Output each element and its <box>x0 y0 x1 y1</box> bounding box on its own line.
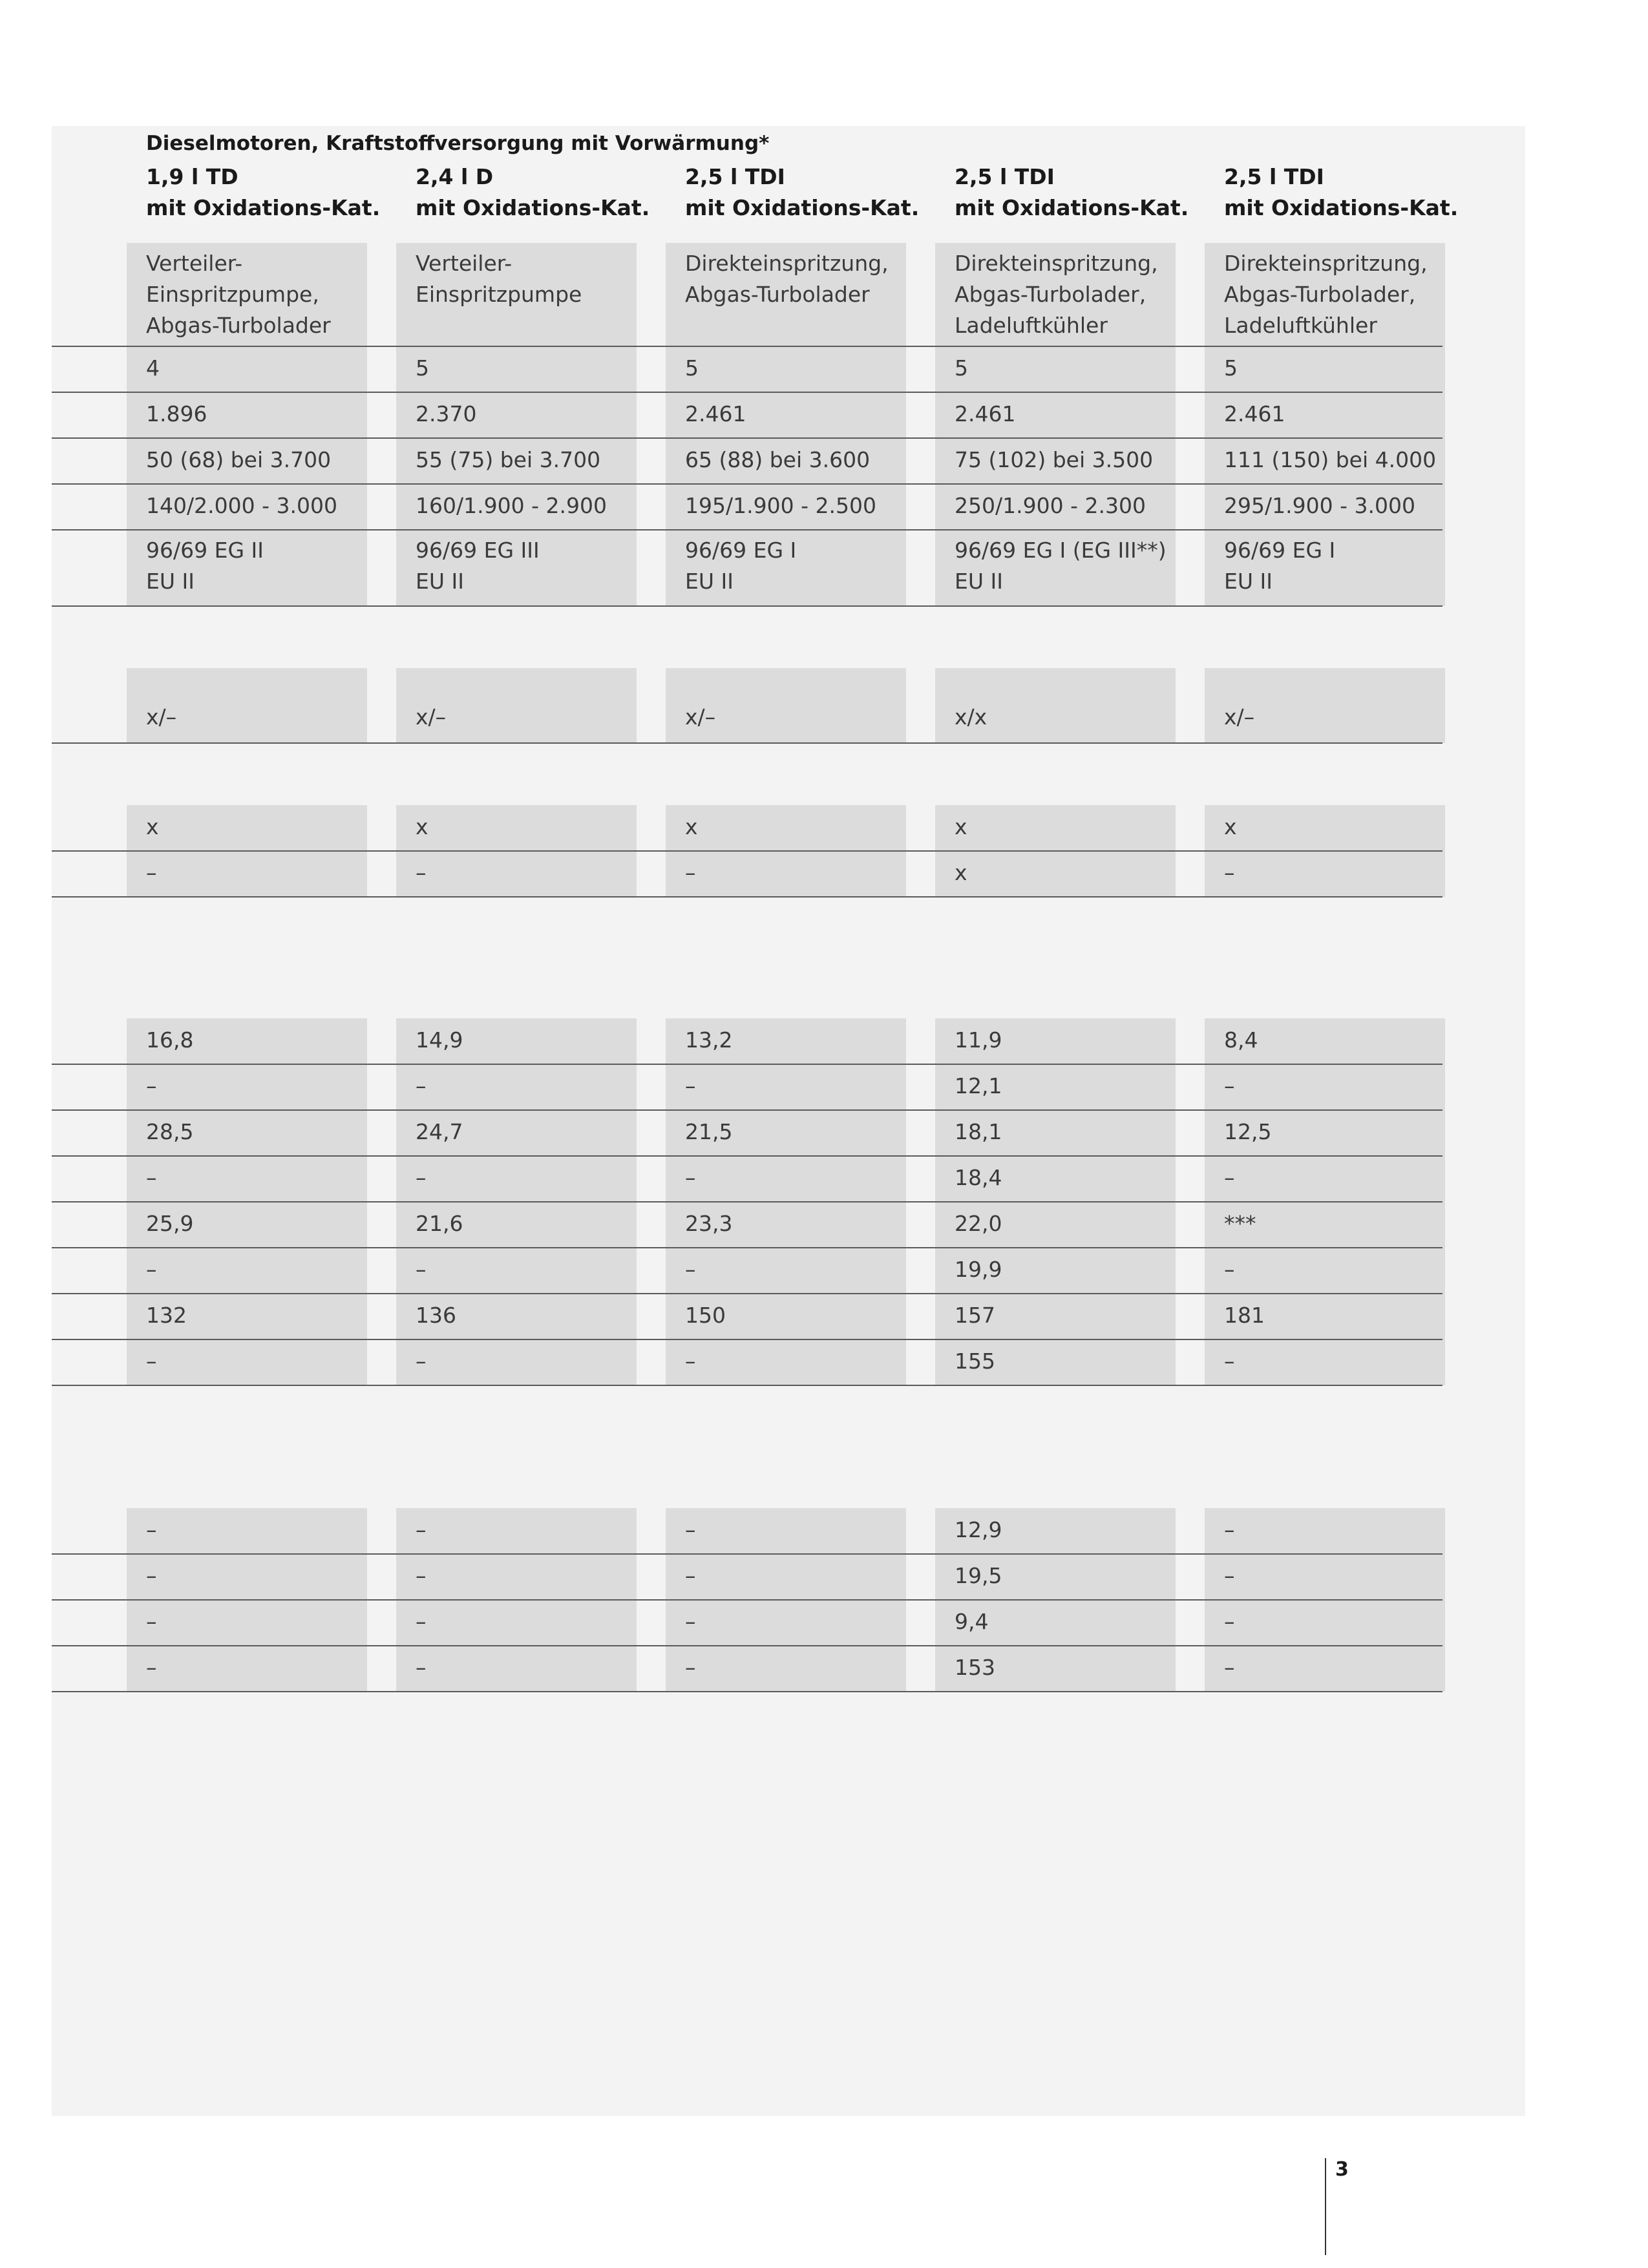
row-divider <box>52 1645 1442 1646</box>
table-cell <box>146 1208 193 1239</box>
cell-line: – <box>146 1257 157 1282</box>
table-cell <box>146 702 176 733</box>
cell-line: x/– <box>685 704 716 730</box>
cell-line: 2.461 <box>955 401 1016 426</box>
table-cell <box>416 1560 427 1591</box>
table-title: Dieselmotoren, Kraftstoffversorgung mit Vorwärmung* <box>146 132 770 155</box>
column-header <box>955 162 1213 224</box>
row-divider <box>52 850 1442 852</box>
row-divider <box>52 483 1442 485</box>
cell-line: – <box>416 1349 427 1374</box>
cell-line: 65 (88) bei 3.600 <box>685 447 871 472</box>
table-cell <box>416 812 428 843</box>
cell-line: 181 <box>1224 1303 1265 1328</box>
table-cell <box>1224 1025 1258 1056</box>
cell-line: 19,5 <box>955 1563 1002 1588</box>
table-cell <box>1224 1208 1256 1239</box>
row-divider <box>52 1293 1442 1294</box>
table-cell <box>955 248 1158 341</box>
cell-line: 12,9 <box>955 1517 1002 1542</box>
cell-line: x <box>416 814 428 839</box>
table-cell <box>1224 1652 1235 1683</box>
cell-line: – <box>1224 1609 1235 1634</box>
table-cell <box>416 1208 463 1239</box>
table-cell <box>146 353 160 384</box>
cell-line: Verteiler- <box>416 251 512 276</box>
cell-line: 23,3 <box>685 1211 733 1236</box>
cell-line: – <box>685 860 696 885</box>
row-divider <box>52 1599 1442 1601</box>
cell-line: 195/1.900 - 2.500 <box>685 493 876 518</box>
cell-line: 75 (102) bei 3.500 <box>955 447 1154 472</box>
column-header <box>1224 162 1483 224</box>
cell-line: 5 <box>685 355 699 381</box>
table-cell <box>1224 857 1235 888</box>
table-cell <box>1224 1117 1271 1148</box>
cell-line: Abgas-Turbolader <box>146 313 331 338</box>
table-cell <box>955 1117 1002 1148</box>
row-divider <box>52 1201 1442 1202</box>
table-cell <box>685 1560 696 1591</box>
table-cell <box>416 1300 456 1331</box>
cell-line: 11,9 <box>955 1027 1002 1053</box>
page-number-rule <box>1325 2158 1326 2255</box>
cell-line: x/– <box>146 704 177 730</box>
table-cell <box>685 857 696 888</box>
table-cell <box>955 1652 995 1683</box>
table-cell <box>146 445 331 476</box>
cell-line: 140/2.000 - 3.000 <box>146 493 337 518</box>
cell-line: 96/69 EG I <box>685 538 797 563</box>
table-cell <box>685 1515 696 1546</box>
table-cell <box>146 248 331 341</box>
table-cell <box>1224 445 1436 476</box>
cell-line: 24,7 <box>416 1119 463 1144</box>
row-divider <box>52 1691 1442 1692</box>
table-cell <box>416 445 600 476</box>
table-cell <box>416 399 476 430</box>
cell-line: – <box>1224 1073 1235 1098</box>
cell-line: 153 <box>955 1655 995 1680</box>
table-cell <box>1224 1300 1265 1331</box>
cell-line: 22,0 <box>955 1211 1002 1236</box>
cell-line: 136 <box>416 1303 456 1328</box>
cell-line: – <box>416 1517 427 1542</box>
table-cell <box>685 1346 696 1377</box>
table-cell <box>685 1606 696 1637</box>
cell-line: 2.461 <box>1224 401 1285 426</box>
table-cell <box>416 353 429 384</box>
cell-line: EU II <box>146 569 195 594</box>
table-cell <box>416 1652 427 1683</box>
engine-label: 2,5 l TDI <box>685 164 785 189</box>
table-cell <box>685 445 870 476</box>
catalyst-label: mit Oxidations-Kat. <box>685 195 920 220</box>
table-cell <box>955 1208 1002 1239</box>
cell-line: x <box>685 814 698 839</box>
table-cell <box>146 490 337 521</box>
table-cell <box>416 248 582 310</box>
table-cell <box>955 1300 995 1331</box>
table-cell <box>146 1162 157 1193</box>
cell-line: – <box>685 1563 696 1588</box>
cell-line: Einspritzpumpe, <box>146 282 319 307</box>
cell-line: 12,5 <box>1224 1119 1272 1144</box>
engine-label: 2,5 l TDI <box>955 164 1055 189</box>
column-header <box>416 162 674 224</box>
cell-line: – <box>1224 1563 1235 1588</box>
column-header <box>146 162 405 224</box>
cell-line: 21,5 <box>685 1119 733 1144</box>
cell-line: – <box>1224 1165 1235 1190</box>
cell-line: EU II <box>955 569 1003 594</box>
catalyst-label: mit Oxidations-Kat. <box>955 195 1189 220</box>
table-cell <box>1224 1071 1235 1102</box>
table-cell <box>955 1606 988 1637</box>
row-divider <box>52 742 1442 744</box>
table-cell <box>146 399 207 430</box>
cell-line: – <box>685 1165 696 1190</box>
cell-line: – <box>416 1073 427 1098</box>
cell-line: – <box>146 1609 157 1634</box>
cell-line: 295/1.900 - 3.000 <box>1224 493 1415 518</box>
table-cell <box>146 857 157 888</box>
table-cell <box>685 1117 732 1148</box>
table-cell <box>1224 353 1238 384</box>
table-cell <box>955 353 968 384</box>
cell-line: – <box>1224 1349 1235 1374</box>
table-cell <box>416 1346 427 1377</box>
cell-line: 4 <box>146 355 160 381</box>
table-cell <box>1224 1560 1235 1591</box>
table-cell <box>685 248 889 310</box>
cell-line: 96/69 EG II <box>146 538 264 563</box>
cell-line: 96/69 EG III <box>416 538 540 563</box>
engine-label: 2,4 l D <box>416 164 494 189</box>
table-cell <box>416 1162 427 1193</box>
table-cell <box>146 1300 187 1331</box>
table-cell <box>685 535 796 597</box>
cell-line: x/– <box>1224 704 1255 730</box>
table-cell <box>955 1162 1002 1193</box>
cell-line: – <box>416 860 427 885</box>
cell-line: – <box>1224 860 1235 885</box>
table-cell <box>146 535 264 597</box>
cell-line: 160/1.900 - 2.900 <box>416 493 607 518</box>
table-cell <box>416 702 446 733</box>
cell-line: 96/69 EG I <box>1224 538 1336 563</box>
cell-line: – <box>685 1655 696 1680</box>
cell-line: Direkteinspritzung, <box>685 251 889 276</box>
cell-line: EU II <box>416 569 464 594</box>
row-divider <box>52 392 1442 393</box>
table-cell <box>1224 1162 1235 1193</box>
cell-line: 111 (150) bei 4.000 <box>1224 447 1437 472</box>
cell-line: 50 (68) bei 3.700 <box>146 447 332 472</box>
cell-line: 132 <box>146 1303 187 1328</box>
table-cell <box>416 1515 427 1546</box>
table-cell <box>416 1606 427 1637</box>
engine-label: 2,5 l TDI <box>1224 164 1324 189</box>
cell-line: 25,9 <box>146 1211 194 1236</box>
table-cell <box>685 1652 696 1683</box>
row-divider <box>52 1385 1442 1386</box>
cell-line: – <box>1224 1655 1235 1680</box>
table-cell <box>685 1071 696 1102</box>
cell-line: 1.896 <box>146 401 207 426</box>
cell-line: 5 <box>1224 355 1238 381</box>
table-cell <box>146 1346 157 1377</box>
cell-line: EU II <box>1224 569 1273 594</box>
cell-line: x <box>1224 814 1237 839</box>
cell-line: – <box>1224 1257 1235 1282</box>
table-cell <box>416 1025 463 1056</box>
cell-line: 18,1 <box>955 1119 1002 1144</box>
cell-line: 21,6 <box>416 1211 463 1236</box>
cell-line: 14,9 <box>416 1027 463 1053</box>
cell-line: – <box>685 1609 696 1634</box>
cell-line: Abgas-Turbolader, <box>955 282 1146 307</box>
table-cell <box>685 490 876 521</box>
table-cell <box>146 1560 157 1591</box>
table-cell <box>685 1025 732 1056</box>
cell-line: Ladeluftkühler <box>955 313 1108 338</box>
table-cell <box>1224 702 1254 733</box>
table-cell <box>146 1652 157 1683</box>
table-cell <box>955 1515 1002 1546</box>
catalyst-label: mit Oxidations-Kat. <box>146 195 381 220</box>
cell-line: 157 <box>955 1303 995 1328</box>
table-cell <box>955 1254 1002 1285</box>
cell-line: – <box>685 1257 696 1282</box>
table-cell <box>146 1117 193 1148</box>
table-cell <box>1224 490 1415 521</box>
table-cell <box>1224 1515 1235 1546</box>
cell-line: 2.461 <box>685 401 746 426</box>
cell-line: – <box>685 1349 696 1374</box>
table-cell <box>685 1208 732 1239</box>
cell-line: – <box>146 1165 157 1190</box>
cell-line: – <box>416 1563 427 1588</box>
row-divider <box>52 1339 1442 1340</box>
cell-line: – <box>1224 1517 1235 1542</box>
table-cell <box>146 1254 157 1285</box>
cell-line: Ladeluftkühler <box>1224 313 1377 338</box>
row-divider <box>52 1155 1442 1157</box>
table-cell <box>416 1071 427 1102</box>
table-cell <box>416 490 607 521</box>
table-cell <box>146 1025 193 1056</box>
table-cell <box>955 702 987 733</box>
cell-line: Direkteinspritzung, <box>1224 251 1428 276</box>
cell-line: 16,8 <box>146 1027 194 1053</box>
row-divider <box>52 529 1442 530</box>
cell-line: Abgas-Turbolader <box>685 282 870 307</box>
table-cell <box>955 399 1015 430</box>
table-cell <box>955 1560 1002 1591</box>
cell-line: – <box>416 1165 427 1190</box>
row-divider <box>52 437 1442 439</box>
cell-line: – <box>416 1257 427 1282</box>
row-divider <box>52 346 1442 347</box>
table-cell <box>955 445 1153 476</box>
table-cell <box>685 702 715 733</box>
row-divider <box>52 1109 1442 1111</box>
cell-line: 96/69 EG I (EG III**) <box>955 538 1167 563</box>
catalyst-label: mit Oxidations-Kat. <box>1224 195 1459 220</box>
cell-line: – <box>146 1517 157 1542</box>
table-cell <box>685 399 746 430</box>
cell-line: 18,4 <box>955 1165 1002 1190</box>
cell-line: 13,2 <box>685 1027 733 1053</box>
table-cell <box>1224 399 1285 430</box>
table-cell <box>416 1254 427 1285</box>
table-cell <box>146 1606 157 1637</box>
table-cell <box>146 812 159 843</box>
catalyst-label: mit Oxidations-Kat. <box>416 195 650 220</box>
table-cell <box>955 1025 1002 1056</box>
row-divider <box>52 1064 1442 1065</box>
cell-line: – <box>146 1563 157 1588</box>
row-divider <box>52 896 1442 898</box>
table-cell <box>1224 248 1428 341</box>
engine-label: 1,9 l TD <box>146 164 238 189</box>
table-cell <box>146 1071 157 1102</box>
cell-line: – <box>146 1349 157 1374</box>
cell-line: Direkteinspritzung, <box>955 251 1158 276</box>
cell-line: x <box>955 814 967 839</box>
table-cell <box>1224 535 1335 597</box>
table-cell <box>955 1071 1002 1102</box>
table-cell <box>416 1117 463 1148</box>
table-cell <box>146 1515 157 1546</box>
row-divider <box>52 1247 1442 1248</box>
cell-line: – <box>416 1609 427 1634</box>
table-cell <box>685 353 699 384</box>
cell-line: x/x <box>955 704 988 730</box>
table-cell <box>416 535 540 597</box>
table-cell <box>955 812 967 843</box>
column-header <box>685 162 944 224</box>
table-cell <box>955 490 1146 521</box>
cell-line: Verteiler- <box>146 251 243 276</box>
cell-line: 5 <box>416 355 429 381</box>
cell-line: x <box>955 860 967 885</box>
table-cell <box>955 535 1167 597</box>
table-cell <box>685 1254 696 1285</box>
cell-line: – <box>685 1073 696 1098</box>
cell-line: Einspritzpumpe <box>416 282 582 307</box>
cell-line: 250/1.900 - 2.300 <box>955 493 1146 518</box>
cell-line: 2.370 <box>416 401 477 426</box>
cell-line: 19,9 <box>955 1257 1002 1282</box>
cell-line: EU II <box>685 569 734 594</box>
cell-line: 28,5 <box>146 1119 194 1144</box>
cell-line: – <box>685 1517 696 1542</box>
table-cell <box>1224 1254 1235 1285</box>
cell-line: *** <box>1224 1211 1256 1236</box>
cell-line: 5 <box>955 355 968 381</box>
table-cell <box>685 812 698 843</box>
table-cell <box>1224 812 1237 843</box>
cell-line: – <box>146 1073 157 1098</box>
table-cell <box>685 1162 696 1193</box>
row-divider <box>52 605 1442 607</box>
cell-line: Abgas-Turbolader, <box>1224 282 1416 307</box>
cell-line: 155 <box>955 1349 995 1374</box>
cell-line: x <box>146 814 159 839</box>
row-divider <box>52 1553 1442 1555</box>
table-cell <box>1224 1346 1235 1377</box>
table-cell <box>416 857 427 888</box>
table-cell <box>685 1300 726 1331</box>
cell-line: 8,4 <box>1224 1027 1258 1053</box>
cell-line: 55 (75) bei 3.700 <box>416 447 601 472</box>
cell-line: x/– <box>416 704 447 730</box>
table-cell <box>1224 1606 1235 1637</box>
cell-line: – <box>146 1655 157 1680</box>
cell-line: 9,4 <box>955 1609 989 1634</box>
cell-line: 12,1 <box>955 1073 1002 1098</box>
page-number: 3 <box>1335 2158 1349 2181</box>
cell-line: – <box>146 860 157 885</box>
table-cell <box>955 857 967 888</box>
table-cell <box>955 1346 995 1377</box>
cell-line: – <box>416 1655 427 1680</box>
cell-line: 150 <box>685 1303 726 1328</box>
